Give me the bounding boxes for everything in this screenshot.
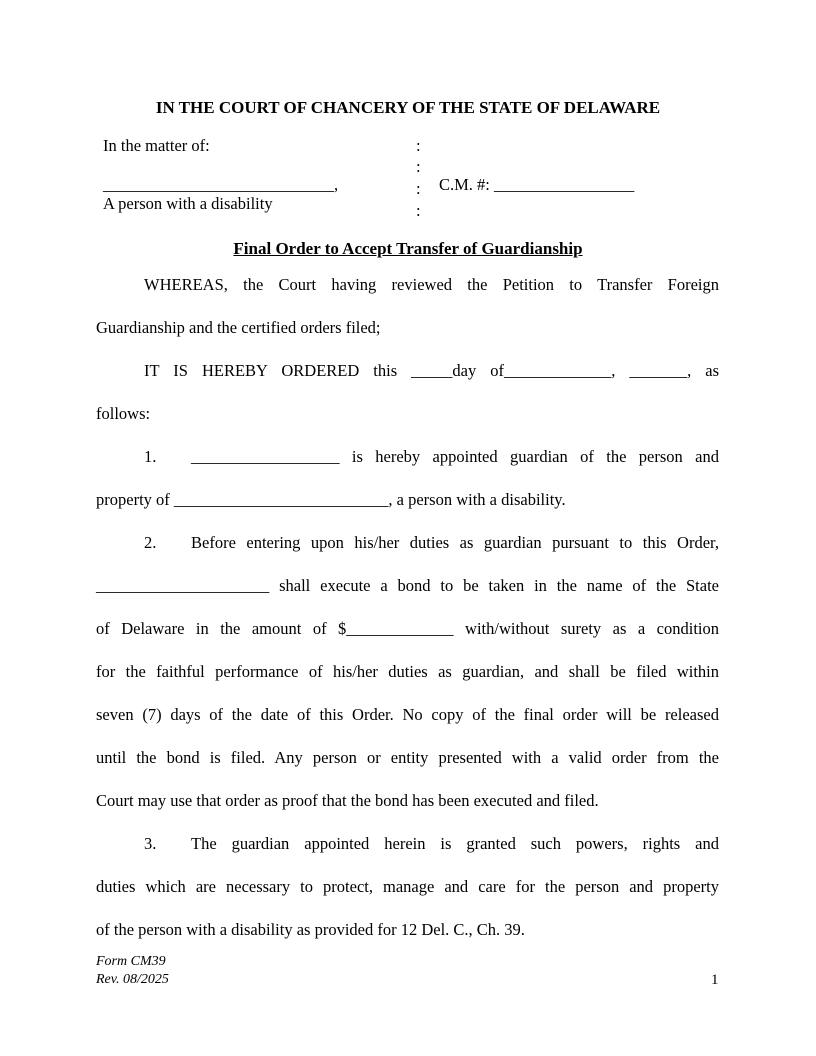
item-2-number: 2.: [144, 533, 157, 552]
page-number: 1: [711, 972, 719, 988]
item-2-line-5: seven (7) days of the date of this Order. No copy of the final order will be released: [96, 705, 719, 724]
caption-colon: :: [416, 201, 421, 220]
order-title: Final Order to Accept Transfer of Guardianship: [233, 239, 583, 258]
item-2-line-7: Court may use that order as proof that the bond has been executed and filed.: [96, 791, 599, 810]
matter-label: In the matter of:: [103, 136, 210, 155]
form-number: Form CM39: [96, 954, 166, 969]
item-1-line-2: property of __________________________, a person with a disability.: [96, 490, 566, 509]
caption-colon: :: [416, 157, 421, 176]
item-2-line-1: Before entering upon his/her duties as guardian pursuant to this Order,: [191, 533, 719, 552]
item-2-line-4: for the faithful performance of his/her duties as guardian, and shall be filed within: [96, 662, 719, 681]
item-1-number: 1.: [144, 447, 157, 466]
item-2-line-6: until the bond is filed. Any person or entity presented with a valid order from the: [96, 748, 719, 767]
whereas-line-2: Guardianship and the certified orders filed;: [96, 318, 381, 337]
item-2-line-3: of Delaware in the amount of $_____________ with/without surety as a condition: [96, 619, 719, 638]
item-2-line-2: _____________________ shall execute a bond to be taken in the name of the State: [96, 576, 719, 595]
ordered-line-1: IT IS HEREBY ORDERED this _____day of_____________, _______, as: [144, 361, 719, 380]
item-3-line-3: of the person with a disability as provided for 12 Del. C., Ch. 39.: [96, 920, 525, 939]
ordered-line-2: follows:: [96, 404, 151, 423]
person-with-disability-label: A person with a disability: [103, 194, 273, 213]
form-revision: Rev. 08/2025: [96, 972, 169, 987]
caption-colon: :: [416, 136, 421, 155]
person-name-blank: ____________________________,: [103, 175, 339, 194]
item-1-line-1: __________________ is hereby appointed guardian of the person and: [191, 447, 719, 466]
whereas-line-1: WHEREAS, the Court having reviewed the Petition to Transfer Foreign: [144, 275, 719, 294]
court-heading: IN THE COURT OF CHANCERY OF THE STATE OF DELAWARE: [155, 98, 661, 117]
case-number-field: C.M. #: _________________: [439, 175, 635, 194]
item-3-line-2: duties which are necessary to protect, manage and care for the person and property: [96, 877, 719, 896]
caption-colon: :: [416, 179, 421, 198]
item-3-line-1: The guardian appointed herein is granted such powers, rights and: [191, 834, 719, 853]
item-3-number: 3.: [144, 834, 157, 853]
